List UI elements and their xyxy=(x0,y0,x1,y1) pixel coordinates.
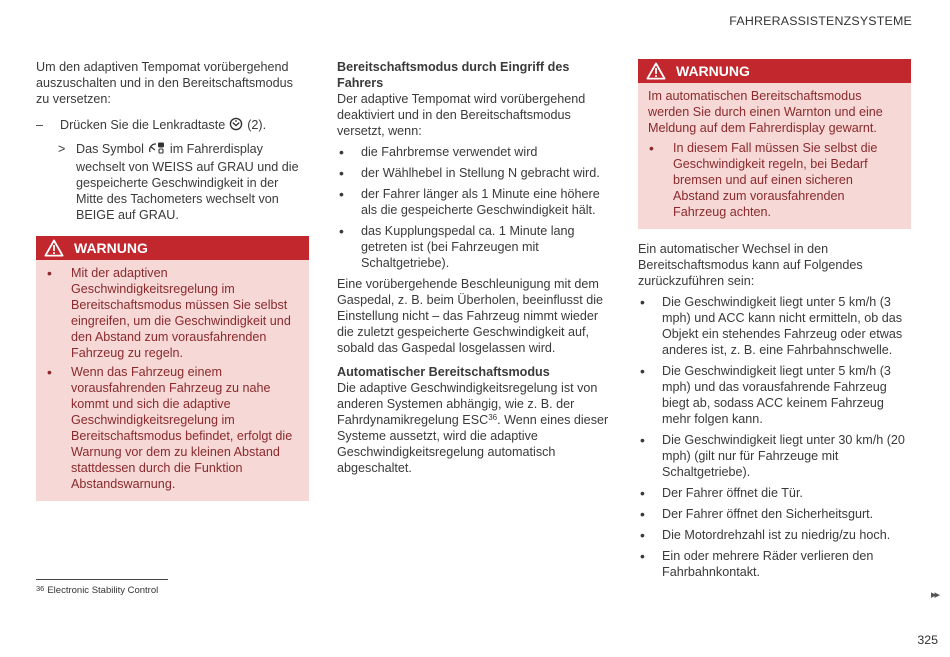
list-item: • Die Geschwindigkeit liegt unter 5 km/h (3 mph) und ACC kann nicht ermitteln, ob das Objekt ein stehendes Fahrzeug oder etwas anderes ist, z. B. eine Fahrbahnschwelle. xyxy=(638,294,911,358)
list-item: • Der Fahrer öffnet den Sicherheitsgurt. xyxy=(638,506,911,522)
paragraph-acceleration: Eine vorübergehende Beschleunigung mit dem Gaspedal, z. B. beim Überholen, beeinflusst die Einstellung nicht – das Fahrzeug nimmt wieder die zuletzt gespeicherte Geschwindigkeit auf, sobald das Gaspedal losgelassen wird. xyxy=(337,277,604,355)
column-3 xyxy=(638,59,911,580)
paragraph-deactivation: Der adaptive Tempomat wird vorübergehend deaktiviert und in den Bereitschaftsmodus versetzt, wenn: xyxy=(337,92,586,138)
warning-box-standby xyxy=(36,236,309,501)
warning-triangle-icon xyxy=(646,62,666,80)
page-number: 325 xyxy=(917,633,938,647)
paragraph-esc xyxy=(337,380,609,476)
warning-header xyxy=(36,236,309,260)
warning-body xyxy=(638,83,911,229)
step-text-before: Drücken Sie die Lenkradtaste xyxy=(60,118,226,132)
warning-box-automatic xyxy=(638,59,911,229)
subheading-driver-intervention: Bereitschaftsmodus durch Eingriff des Fahrers xyxy=(337,60,570,90)
column-1 xyxy=(36,59,309,501)
footnote-number: 36 xyxy=(36,584,45,593)
paragraph-automatic-causes: Ein automatischer Wechsel in den Bereitschaftsmodus kann auf Folgendes zurückzuführen sein: xyxy=(638,242,863,288)
list-item: • Die Motordrehzahl ist zu niedrig/zu hoch. xyxy=(638,527,911,543)
section-title: FAHRERASSISTENZSYSTEME xyxy=(729,14,912,28)
list-item: • die Fahrbremse verwendet wird xyxy=(337,144,609,160)
result-text-after: im Fahrerdisplay wechselt von WEISS auf GRAU und die gespeicherte Geschwindigkeit in der Mitte des Tachometers wechselt von BEIGE auf GRAU. xyxy=(76,142,299,222)
instruction-result xyxy=(36,141,309,223)
list-item: • Die Geschwindigkeit liegt unter 5 km/h (3 mph) und das vorausfahrende Fahrzeug biegt ab, sodass ACC keinem Fahrzeug mehr folgen kann. xyxy=(638,363,911,427)
subheading-automatic-standby: Automatischer Bereitschaftsmodus xyxy=(337,365,550,379)
warning-item: • Wenn das Fahrzeug einem vorausfahrenden Fahrzeug zu nahe kommt und sich die adaptive Geschwindigkeitsregelung im Bereitschaftsmodus befindet, erfolgt die Warnung vor dem zu kleinen Abstand stattdessen durch die Funktion Abstandswarnung. xyxy=(46,364,299,492)
list-item: • Der Fahrer öffnet die Tür. xyxy=(638,485,911,501)
warning-title: WARNUNG xyxy=(74,240,148,256)
footnote-text: Electronic Stability Control xyxy=(47,585,159,596)
esc-text-before: Die adaptive Geschwindigkeitsregelung ist von anderen Systemen abhängig, wie z. B. der Fahrdynamikregelung ESC xyxy=(337,381,598,427)
result-text-before: Das Symbol xyxy=(76,142,144,156)
list-item: • Die Geschwindigkeit liegt unter 30 km/h (20 mph) (gilt nur für Fahrzeuge mit Schaltgetriebe). xyxy=(638,432,911,480)
step-marker: – xyxy=(36,118,44,132)
instruction-step xyxy=(36,117,309,135)
warning-text: Im automatischen Bereitschaftsmodus werden Sie durch einen Warnton und eine Meldung auf dem Fahrerdisplay gewarnt. xyxy=(648,89,883,135)
result-marker: > xyxy=(58,142,66,156)
list-item: • der Wählhebel in Stellung N gebracht wird. xyxy=(337,165,609,181)
warning-item: • In diesem Fall müssen Sie selbst die Geschwindigkeit regeln, bei Bedarf bremsen und auf einen sicheren Abstand zum vorausfahrenden Fahrzeug achten. xyxy=(648,140,901,220)
column-2 xyxy=(337,59,609,476)
esc-text-after: . Wenn eines dieser Systeme aussetzt, wird die adaptive Geschwindigkeitsregelung automatisch abgeschaltet. xyxy=(337,413,609,475)
step-text-after: (2). xyxy=(247,118,267,132)
list-item: • das Kupplungspedal ca. 1 Minute lang getreten ist (bei Fahrzeugen mit Schaltgetriebe). xyxy=(337,223,609,271)
warning-body xyxy=(36,260,309,501)
footnote-divider xyxy=(36,579,168,580)
next-page-arrows-icon[interactable]: ▸▸ xyxy=(930,589,938,601)
footnote xyxy=(36,583,158,597)
warning-title: WARNUNG xyxy=(676,63,750,79)
warning-header xyxy=(638,59,911,83)
cruise-control-symbol-icon xyxy=(148,141,166,159)
intro-paragraph: Um den adaptiven Tempomat vorübergehend auszuschalten und in den Bereitschaftsmodus zu versetzen: xyxy=(36,60,293,106)
list-item: • Ein oder mehrere Räder verlieren den Fahrbahnkontakt. xyxy=(638,548,911,580)
warning-triangle-icon xyxy=(44,239,64,257)
warning-item: • Mit der adaptiven Geschwindigkeitsregelung im Bereitschaftsmodus müssen Sie selbst eingreifen, um die Geschwindigkeit und den Abstand zum vorausfahrenden Fahrzeug zu regeln. xyxy=(46,265,299,361)
footnote-ref[interactable]: 36 xyxy=(488,413,498,422)
steering-wheel-button-icon xyxy=(229,117,243,135)
list-item: • der Fahrer länger als 1 Minute eine höhere als die gespeicherte Geschwindigkeit hält. xyxy=(337,186,609,218)
